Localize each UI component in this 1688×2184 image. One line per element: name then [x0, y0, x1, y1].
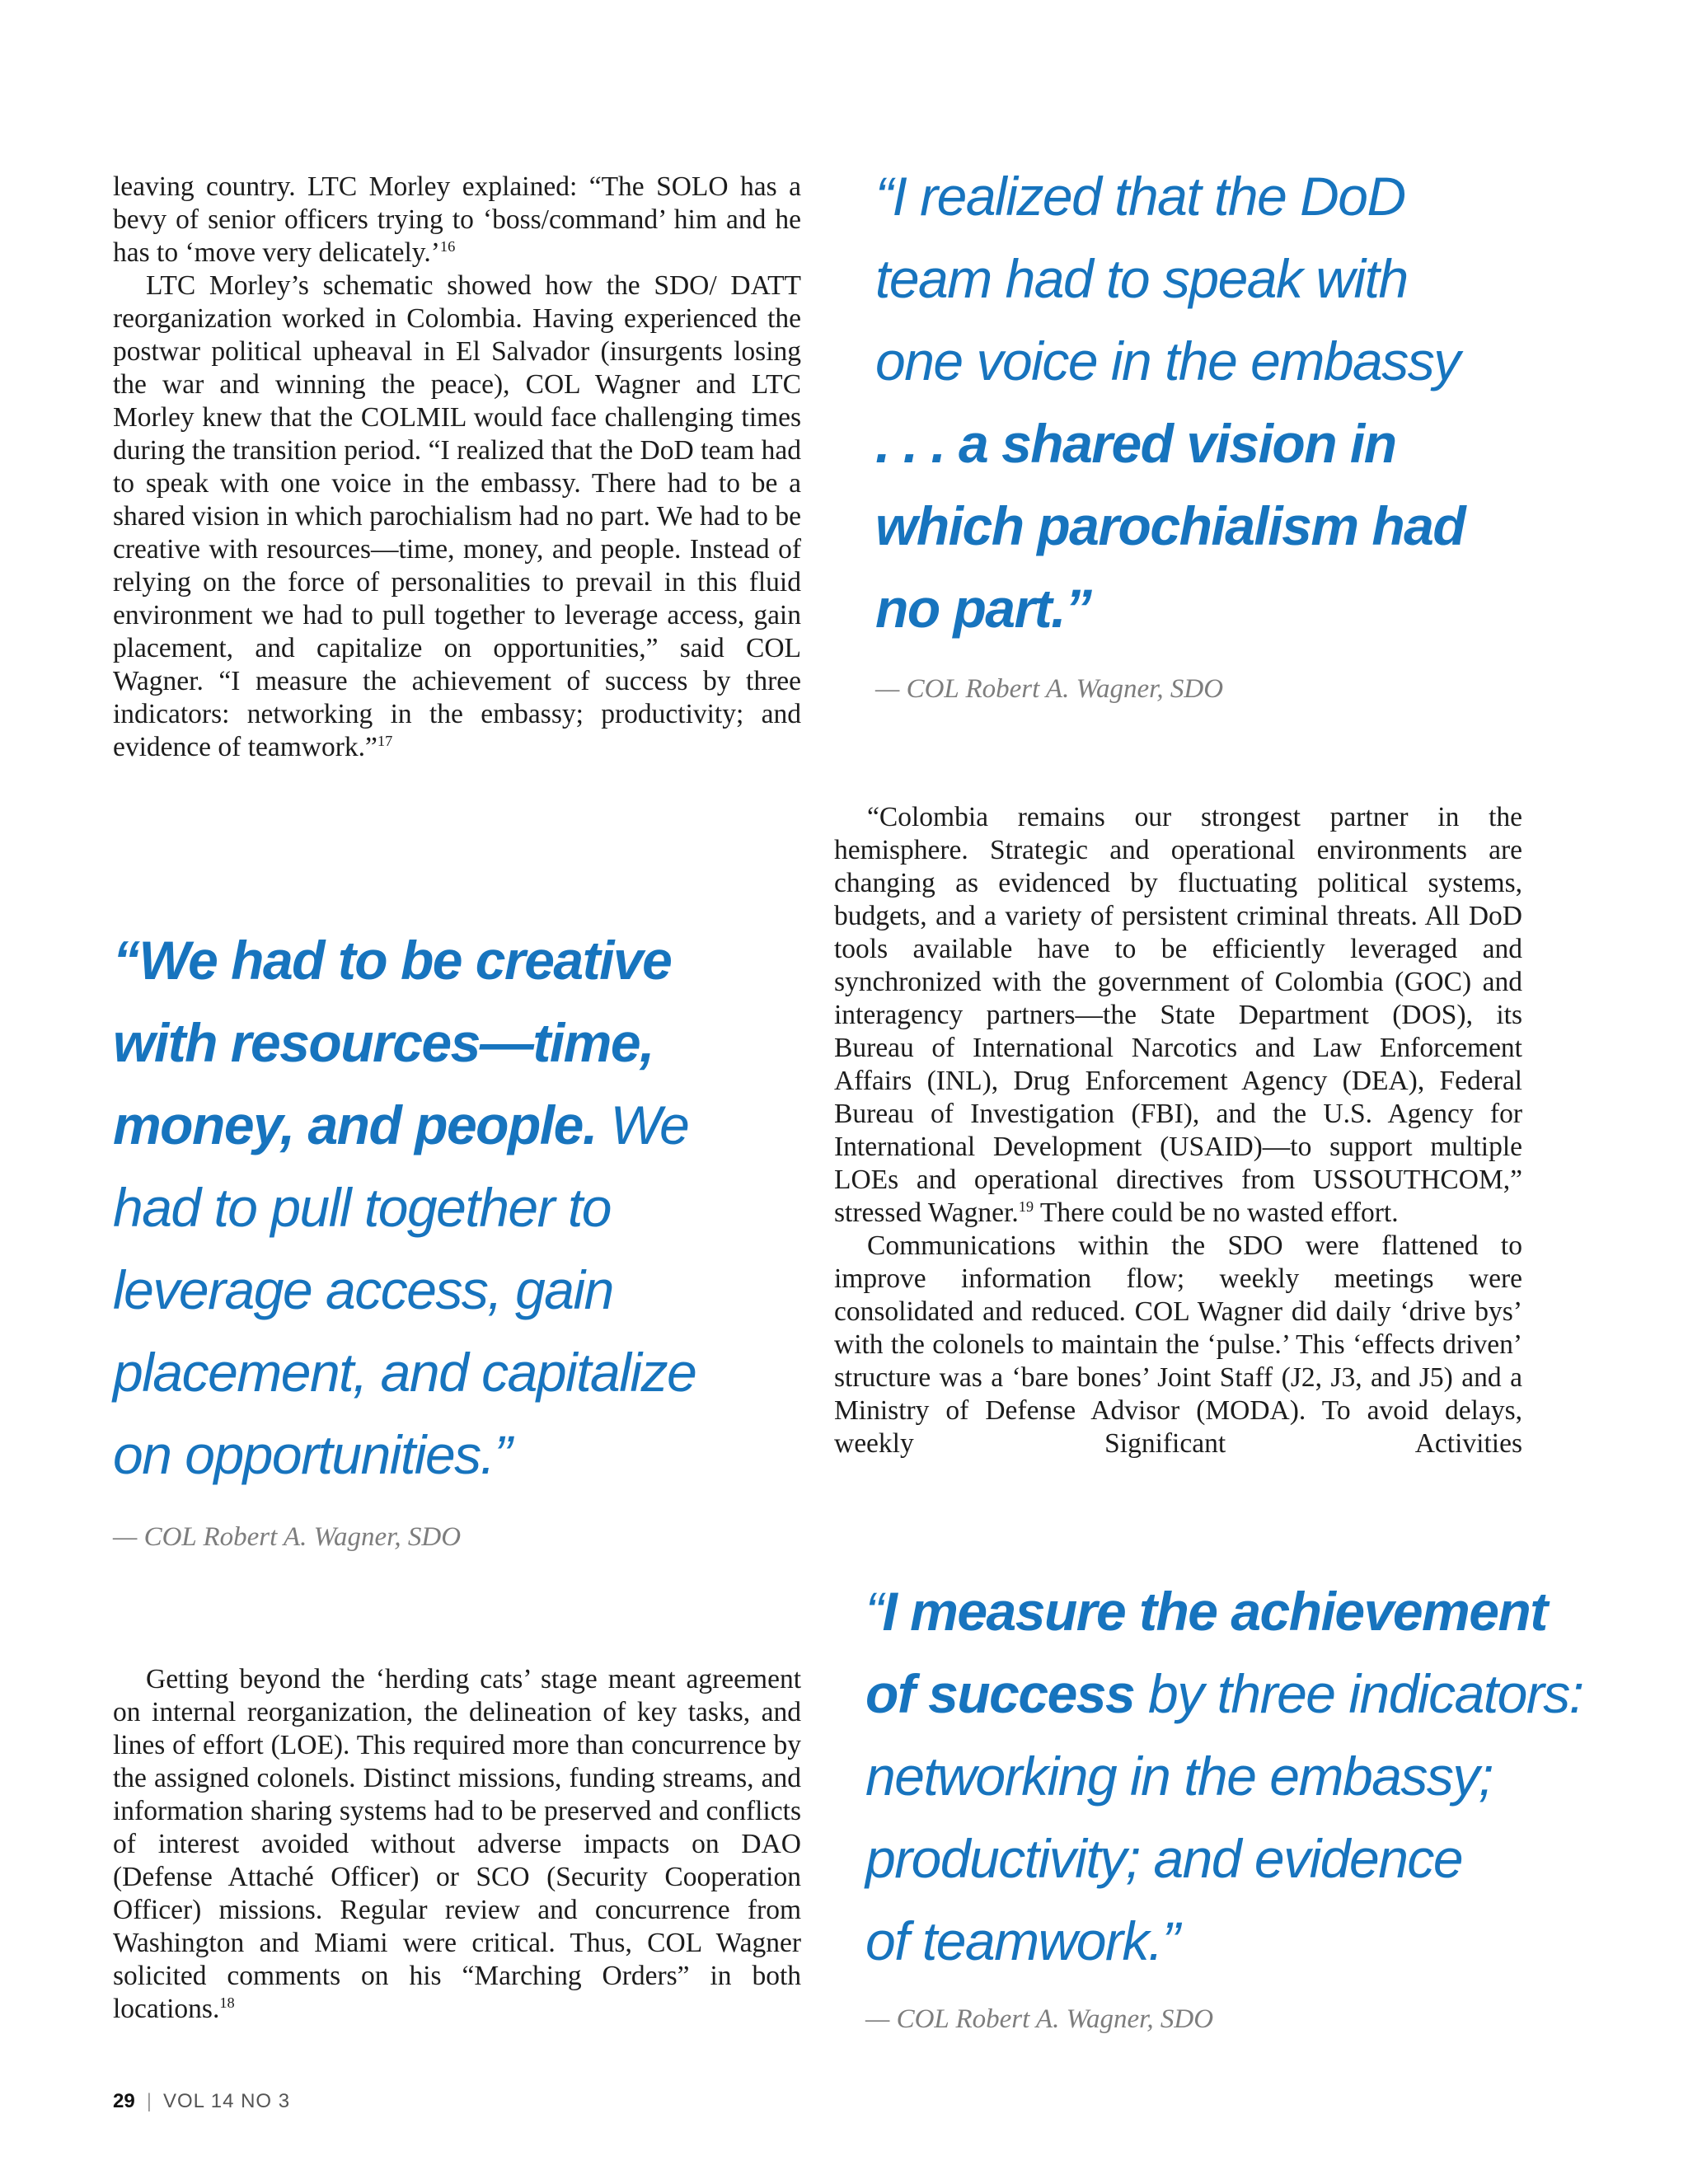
endnote-ref: 18 [219, 1994, 235, 2011]
quote-line: on opportunities.” [113, 1424, 511, 1485]
endnote-ref: 17 [377, 732, 393, 749]
endnote-ref: 19 [1018, 1197, 1034, 1215]
endnote-ref: 16 [439, 237, 456, 255]
footer-separator: | [146, 2090, 152, 2112]
quote-attribution: — COL Robert A. Wagner, SDO [113, 1522, 462, 1552]
paragraph: LTC Morley’s schematic showed how the SDO/ DATT reorganization worked in Colombia. Having experienced the postwar political upheaval in El Salvador (insurgents losing the war and winning the peace), COL Wagner and LTC Morley knew that the COLMIL would face challenging times during the transition period. “I realized that the DoD team had to speak with one voice in the embassy. There had to be a shared vision in which parochialism had no part. We had to be creative with resources—time, money, and people. Instead of relying on the force of personalities to prevail in this fluid environment we had to pull together to leverage access, gain placement, and capitalize on opportunities,” said COL Wagner. “I measure the achievement of success by three indicators: networking in the embassy; productivity; and evidence of teamwork.”$^{17}$ [113, 270, 801, 762]
paragraph: Communications within the SDO were flattened to improve information flow; weekly meetings were consolidated and reduced. COL Wagner did daily ‘drive bys’ with the colonels to maintain the ‘pulse.’ This ‘effects driven’ structure was a ‘bare bones’ Joint Staff (J2, J3, and J5) and a Ministry of Defense Advisor (MODA). To avoid delays, weekly Significant Activities [834, 1230, 1522, 1459]
quote-line: of teamwork.” [865, 1910, 1179, 1971]
left-body-text-top [113, 171, 801, 764]
quote-line: “We had to be creative [113, 930, 672, 991]
quote-line: which parochialism had [875, 495, 1465, 556]
quote-line: money, and people. We [113, 1094, 689, 1155]
paragraph: “Colombia remains our strongest partner in the hemisphere. Strategic and operational environments are changing as evidenced by fluctuating political systems, budgets, and a variety of persistent criminal threats. All DoD tools available have to be efficiently leveraged and synchronized with the government of Colombia (GOC) and interagency partners—the State Department (DOS), its Bureau of International Narcotics and Law Enforcement Affairs (INL), Drug Enforcement Agency (DEA), Federal Bureau of Investigation (FBI), and the U.S. Agency for International Development (USAID)—to support multiple LOEs and operational directives from USSOUTHCOM,” stressed Wagner.$^{19}$ There could be no wasted effort. [834, 802, 1522, 1228]
quote-line: . . . a shared vision in [875, 413, 1396, 474]
quote-line: placement, and capitalize [113, 1342, 696, 1403]
quote-line: one voice in the embassy [875, 330, 1460, 391]
quote-line: networking in the embassy; [865, 1746, 1493, 1807]
left-body-text-bottom [113, 1663, 801, 2026]
quote-line: productivity; and evidence [865, 1828, 1463, 1889]
quote-line: had to pull together to [113, 1177, 611, 1238]
quote-line: team had to speak with [875, 248, 1408, 309]
quote-line: leverage access, gain [113, 1259, 613, 1320]
pull-quote-creative-resources [113, 919, 855, 1496]
quote-line: of success by three indicators: [865, 1663, 1583, 1724]
right-body-text [834, 801, 1522, 1460]
quote-line: no part.” [875, 578, 1091, 639]
pull-quote-measure-success [865, 1570, 1657, 1982]
quote-line: with resources—time, [113, 1012, 654, 1073]
quote-line: “I realized that the DoD [875, 166, 1405, 227]
paragraph: leaving country. LTC Morley explained: “The SOLO has a bevy of senior officers trying to ‘boss/command’ him and he has to ‘move very delicately.’$^{16}$ [113, 171, 801, 268]
page-number: 29 [113, 2090, 135, 2112]
pull-quote-dod-team [875, 155, 1634, 649]
quote-attribution: — COL Robert A. Wagner, SDO [865, 2004, 1214, 2034]
quote-attribution: — COL Robert A. Wagner, SDO [875, 674, 1224, 704]
issue-label: VOL 14 NO 3 [162, 2090, 291, 2112]
paragraph: Getting beyond the ‘herding cats’ stage meant agreement on internal reorganization, the delineation of key tasks, and lines of effort (LOE). This required more than concurrence by the assigned colonels. Distinct missions, funding streams, and information sharing systems had to be preserved and conflicts of interest avoided without adverse impacts on DAO (Defense Attaché Officer) or SCO (Security Cooperation Officer) missions. Regular review and concurrence from Washington and Miami were critical. Thus, COL Wagner solicited comments on his “Marching Orders” in both locations.$^{18}$ [113, 1664, 801, 2024]
quote-line: “I measure the achievement [865, 1581, 1547, 1642]
page-footer [113, 2090, 290, 2113]
